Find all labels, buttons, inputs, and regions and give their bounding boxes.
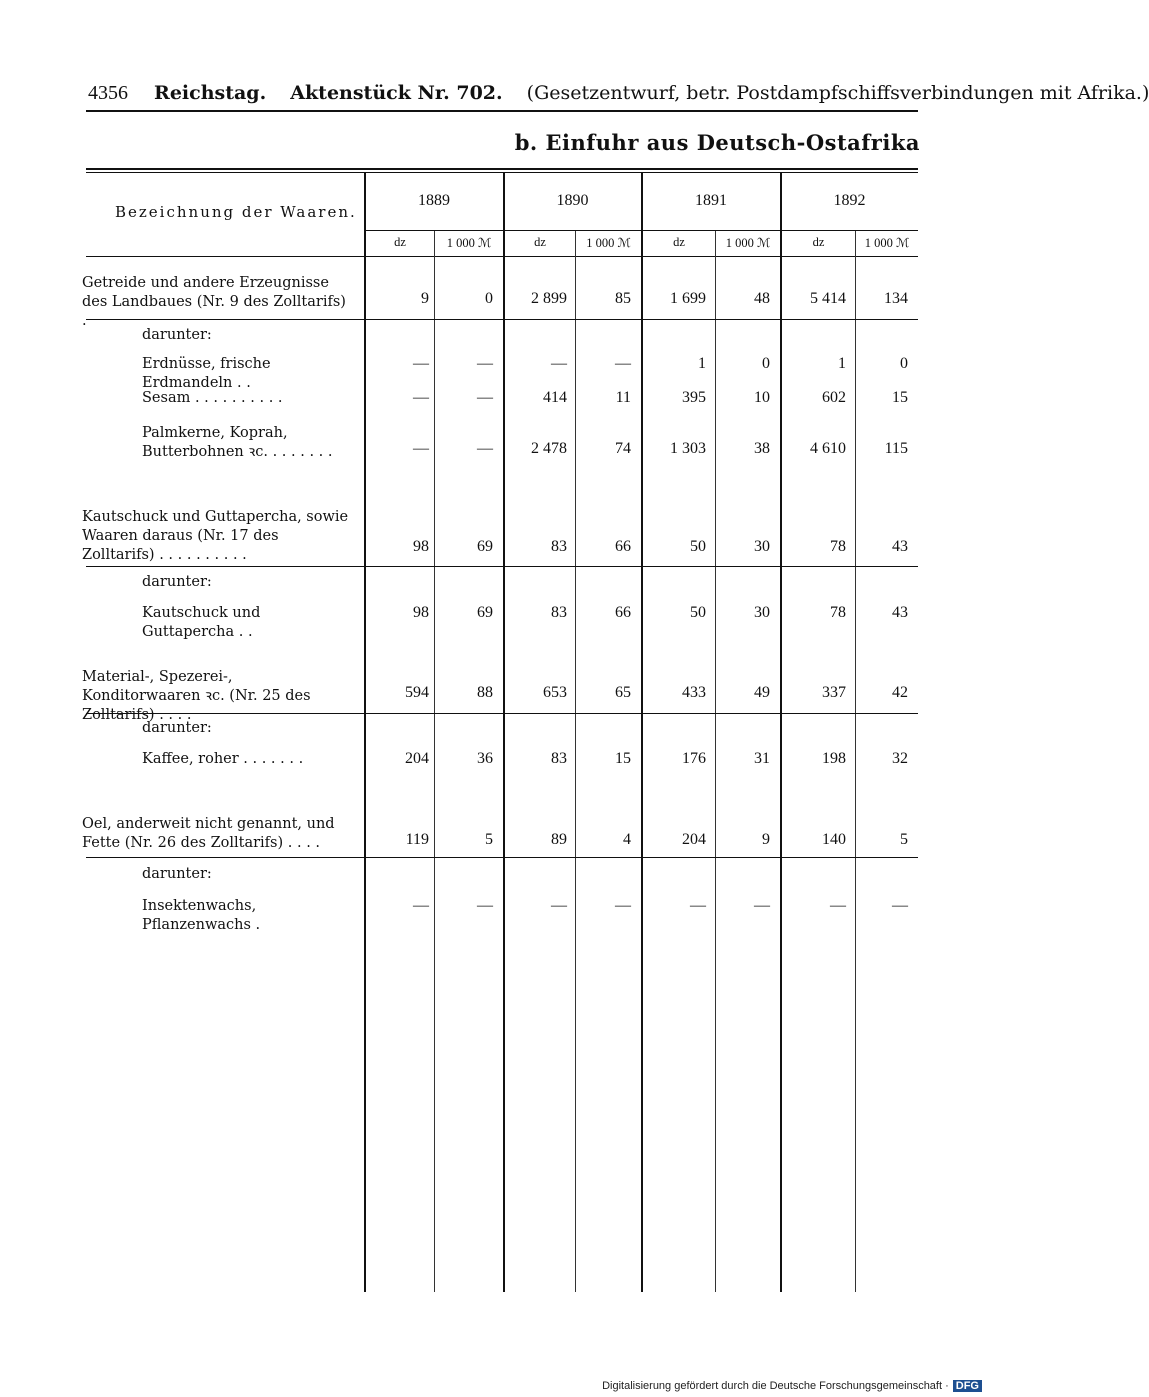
- stub-header: Bezeichnung der Waaren.: [115, 203, 357, 221]
- row-label-darunter: darunter:: [142, 574, 212, 590]
- table-cell: 115: [884, 440, 908, 457]
- header-aktenstueck: Aktenstück Nr. 702.: [290, 82, 503, 104]
- table-cell: 98: [413, 604, 429, 621]
- unit-header: dz: [534, 235, 546, 249]
- table-cell: 134: [884, 290, 908, 307]
- table-cell: 65: [615, 684, 631, 701]
- table-cell: 32: [892, 750, 908, 767]
- table-cell: —: [754, 897, 770, 914]
- table-cell: 69: [477, 538, 493, 555]
- table-cell: 176: [682, 750, 706, 767]
- table-cell: 198: [822, 750, 846, 767]
- table-cell: 594: [405, 684, 429, 701]
- row-label-darunter: darunter:: [142, 866, 212, 882]
- header-bottom-rule: [86, 256, 918, 257]
- table-cell: 11: [615, 389, 631, 406]
- table-cell: 204: [405, 750, 429, 767]
- table-cell: 5 414: [810, 290, 846, 307]
- table-cell: 10: [754, 389, 770, 406]
- unit-header: dz: [812, 235, 825, 249]
- table-cell: 83: [551, 538, 567, 555]
- col-divider: [641, 172, 643, 1292]
- table-cell: 78: [830, 604, 846, 621]
- table-cell: 85: [615, 290, 631, 307]
- table-cell: 5: [900, 831, 908, 848]
- header-subject: (Gesetzentwurf, betr. Postdampfschiffsverbindungen mit Afrika.): [526, 82, 1149, 104]
- table-cell: —: [690, 897, 706, 914]
- table-cell: 42: [892, 684, 908, 701]
- table-cell: 433: [682, 684, 706, 701]
- row-label: Kautschuck und Guttapercha, sowie Waaren daraus (Nr. 17 des Zolltarifs) . . . . . . . . . .: [82, 509, 349, 563]
- year-header: 1890: [556, 192, 589, 209]
- header-reichstag: Reichstag.: [154, 82, 267, 104]
- unit-header: 1 000 ℳ: [864, 236, 910, 250]
- page-number: 4356: [88, 82, 128, 104]
- table-cell: —: [477, 440, 493, 457]
- table-cell: —: [830, 897, 846, 914]
- table-cell: 2 899: [531, 290, 567, 307]
- table-cell: 78: [830, 538, 846, 555]
- table-cell: 4 610: [810, 440, 846, 457]
- table-cell: 5: [485, 831, 493, 848]
- table-cell: 98: [413, 538, 429, 555]
- unit-header: dz: [394, 235, 406, 249]
- table-cell: 0: [762, 355, 770, 372]
- row-label: Palmkerne, Koprah, Butterbohnen ꝛc. . . . . . . .: [142, 425, 333, 460]
- table-cell: 83: [551, 604, 567, 621]
- table-cell: 414: [543, 389, 567, 406]
- table-cell: 48: [754, 290, 770, 307]
- table-cell: 30: [754, 604, 770, 621]
- table-cell: 1 303: [670, 440, 706, 457]
- table-cell: 50: [690, 604, 706, 621]
- table-cell: 119: [405, 831, 429, 848]
- footer-text: Digitalisierung gefördert durch die Deutsche Forschungsgemeinschaft ·: [602, 1380, 949, 1392]
- unit-header: 1 000 ℳ: [725, 236, 771, 250]
- table-cell: 43: [892, 538, 908, 555]
- col-divider: [780, 172, 782, 1292]
- table-cell: 602: [822, 389, 846, 406]
- dfg-logo: DFG: [953, 1380, 982, 1392]
- unit-header: dz: [673, 235, 685, 249]
- table-cell: 31: [754, 750, 770, 767]
- table-cell: —: [413, 440, 429, 457]
- table-cell: 66: [615, 604, 631, 621]
- table-cell: —: [551, 897, 567, 914]
- table-cell: —: [413, 897, 429, 914]
- table-cell: 50: [690, 538, 706, 555]
- footer: [602, 1380, 982, 1392]
- table-cell: 204: [682, 831, 706, 848]
- table-cell: —: [892, 897, 908, 914]
- table-cell: 653: [543, 684, 567, 701]
- table-cell: 9: [421, 290, 429, 307]
- table-top-rule-2: [86, 172, 918, 173]
- row-label-darunter: darunter:: [142, 720, 212, 736]
- table-cell: 337: [822, 684, 846, 701]
- table-cell: 0: [485, 290, 493, 307]
- unit-header: 1 000 ℳ: [446, 236, 492, 250]
- table-cell: 36: [477, 750, 493, 767]
- table-cell: 1: [838, 355, 846, 372]
- group-rule: [86, 566, 918, 567]
- table-cell: 9: [762, 831, 770, 848]
- table-cell: 89: [551, 831, 567, 848]
- table-cell: 395: [682, 389, 706, 406]
- table-cell: —: [551, 355, 567, 372]
- table-cell: 88: [477, 684, 493, 701]
- table-top-rule: [86, 168, 918, 170]
- col-divider: [364, 172, 366, 1292]
- table-cell: —: [477, 897, 493, 914]
- table-cell: 83: [551, 750, 567, 767]
- header-rule: [86, 110, 918, 112]
- table-cell: 15: [892, 389, 908, 406]
- table-cell: 38: [754, 440, 770, 457]
- year-header: 1891: [695, 192, 727, 209]
- row-label-darunter: darunter:: [142, 327, 212, 343]
- table-cell: —: [615, 355, 631, 372]
- table-cell: —: [477, 355, 493, 372]
- table-cell: 140: [822, 831, 846, 848]
- section-title: b. Einfuhr aus Deutsch-Ostafrika: [514, 130, 920, 155]
- row-label: Erdnüsse, frische Erdmandeln . .: [142, 356, 271, 391]
- table-cell: 49: [754, 684, 770, 701]
- table-cell: 74: [615, 440, 631, 457]
- col-divider: [503, 172, 505, 1292]
- table-cell: 15: [615, 750, 631, 767]
- table-cell: 43: [892, 604, 908, 621]
- table-cell: —: [413, 355, 429, 372]
- table-cell: 0: [900, 355, 908, 372]
- table-cell: 1 699: [670, 290, 706, 307]
- table-cell: 4: [623, 831, 631, 848]
- page-header: [88, 82, 1149, 105]
- row-label: Kautschuck und Guttapercha . .: [142, 605, 261, 640]
- table-cell: 1: [698, 355, 706, 372]
- table-cell: 30: [754, 538, 770, 555]
- row-label: Sesam . . . . . . . . . .: [142, 390, 283, 406]
- table-cell: —: [413, 389, 429, 406]
- table-cell: —: [477, 389, 493, 406]
- row-label: Getreide und andere Erzeugnisse des Landbaues (Nr. 9 des Zolltarifs) .: [82, 275, 346, 329]
- year-header: 1889: [418, 192, 450, 209]
- year-header: 1892: [833, 192, 866, 209]
- row-label: Kaffee, roher . . . . . . .: [142, 751, 304, 767]
- unit-header: 1 000 ℳ: [586, 236, 631, 250]
- table-cell: —: [615, 897, 631, 914]
- row-label: Oel, anderweit nicht genannt, und Fette (Nr. 26 des Zolltarifs) . . . .: [82, 816, 335, 851]
- table-cell: 2 478: [531, 440, 567, 457]
- table-cell: 66: [615, 538, 631, 555]
- row-label: Insektenwachs, Pflanzenwachs .: [142, 898, 261, 933]
- row-label: Material-, Spezerei-, Konditorwaaren ꝛc. (Nr. 25 des Zolltarifs) . . . .: [82, 669, 311, 723]
- table-cell: 69: [477, 604, 493, 621]
- group-rule: [86, 857, 918, 858]
